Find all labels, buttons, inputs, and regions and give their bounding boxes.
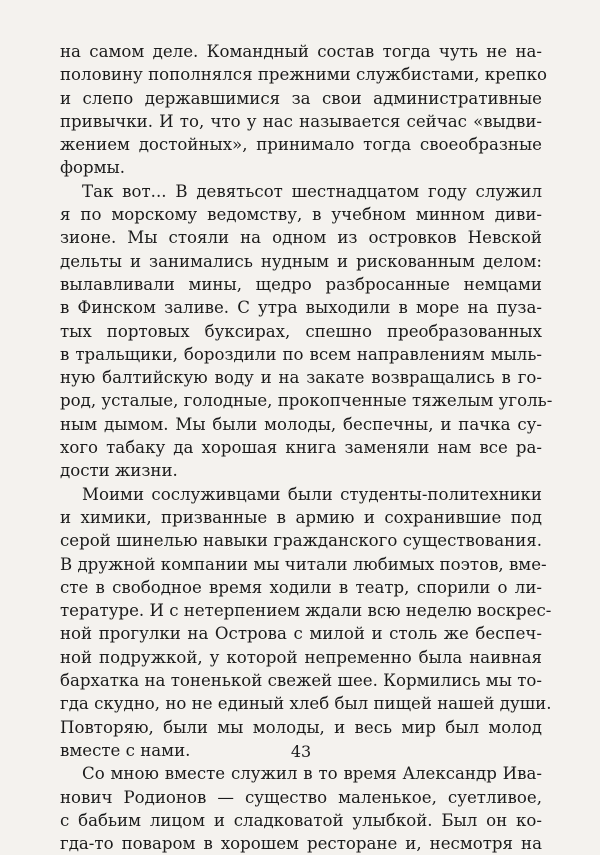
text-line: гда скудно, но не единый хлеб был пищей нашей души.: [60, 694, 552, 714]
text-line: В дружной компании мы читали любимых поэтов, вме-: [60, 554, 547, 574]
text-line: жением достойных», принимало тогда своеобразные: [60, 135, 542, 155]
text-line: род, усталые, голодные, прокопченные тяжелым уголь-: [60, 391, 553, 411]
text-line: зионе. Мы стояли на одном из островков Невской: [60, 228, 542, 248]
text-line: в Финском заливе. С утра выходили в море на пуза-: [60, 298, 542, 318]
text-line: нович Родионов — существо маленькое, суетливое,: [60, 787, 542, 807]
text-line: и слепо державшимися за свои административные: [60, 88, 542, 108]
body-text: [60, 40, 553, 855]
text-line: Так вот... В девятьсот шестнадцатом году служил: [82, 181, 542, 201]
text-line: серой шинелью навыки гражданского существования.: [60, 531, 542, 551]
text-line: половину пополнялся прежними службистами, крепко: [60, 65, 547, 85]
text-line: ную балтийскую воду и на закате возвращались в го-: [60, 368, 542, 388]
text-line: ной прогулки на Острова с милой и столь же беспеч-: [60, 624, 542, 644]
paragraph-3: [60, 483, 552, 763]
text-line: тых портовых буксирах, спешно преобразованных: [60, 321, 542, 341]
text-line: гда-то поваром в хорошем ресторане и, несмотря на: [60, 834, 542, 854]
text-line: вылавливали мины, щедро разбросанные немцами: [60, 274, 542, 294]
text-line: и химики, призванные в армию и сохранившие под: [60, 507, 542, 527]
text-line: бархатка на тоненькой свежей шее. Кормились мы то-: [60, 671, 542, 691]
page-number: 43: [290, 742, 312, 761]
paragraph-4: [60, 762, 542, 855]
text-line: сте в свободное время ходили в театр, спорили о ли-: [60, 577, 542, 597]
text-line: тературе. И с нетерпением ждали всю неделю воскрес-: [60, 601, 552, 621]
text-line: хого табаку да хорошая книга заменяли нам все ра-: [60, 438, 542, 458]
text-line: ной подружкой, у которой непременно была наивная: [60, 647, 542, 667]
text-line: вместе с нами.: [60, 740, 191, 760]
text-line: я по морскому ведомству, в учебном минном диви-: [60, 205, 542, 225]
text-line: привычки. И то, что у нас называется сейчас «выдви-: [60, 111, 542, 131]
text-line: на самом деле. Командный состав тогда чуть не на-: [60, 42, 542, 61]
text-line: Со мною вместе служил в то время Александр Ива-: [82, 764, 542, 784]
text-line: в тральщики, бороздили по всем направлениям мыль-: [60, 344, 542, 364]
paragraph-1: [60, 40, 547, 180]
text-line: Моими сослуживцами были студенты-политехники: [82, 484, 542, 504]
text-line: дости жизни.: [60, 461, 178, 481]
text-line: дельты и занимались нудным и рискованным делом:: [60, 251, 542, 271]
text-line: ным дымом. Мы были молоды, беспечны, и пачка су-: [60, 414, 542, 434]
book-page: [60, 40, 553, 854]
paragraph-2: [60, 180, 553, 483]
text-line: формы.: [60, 158, 125, 178]
text-line: Повторяю, были мы молоды, и весь мир был молод: [60, 717, 542, 737]
text-line: с бабьим лицом и сладковатой улыбкой. Был он ко-: [60, 810, 542, 830]
